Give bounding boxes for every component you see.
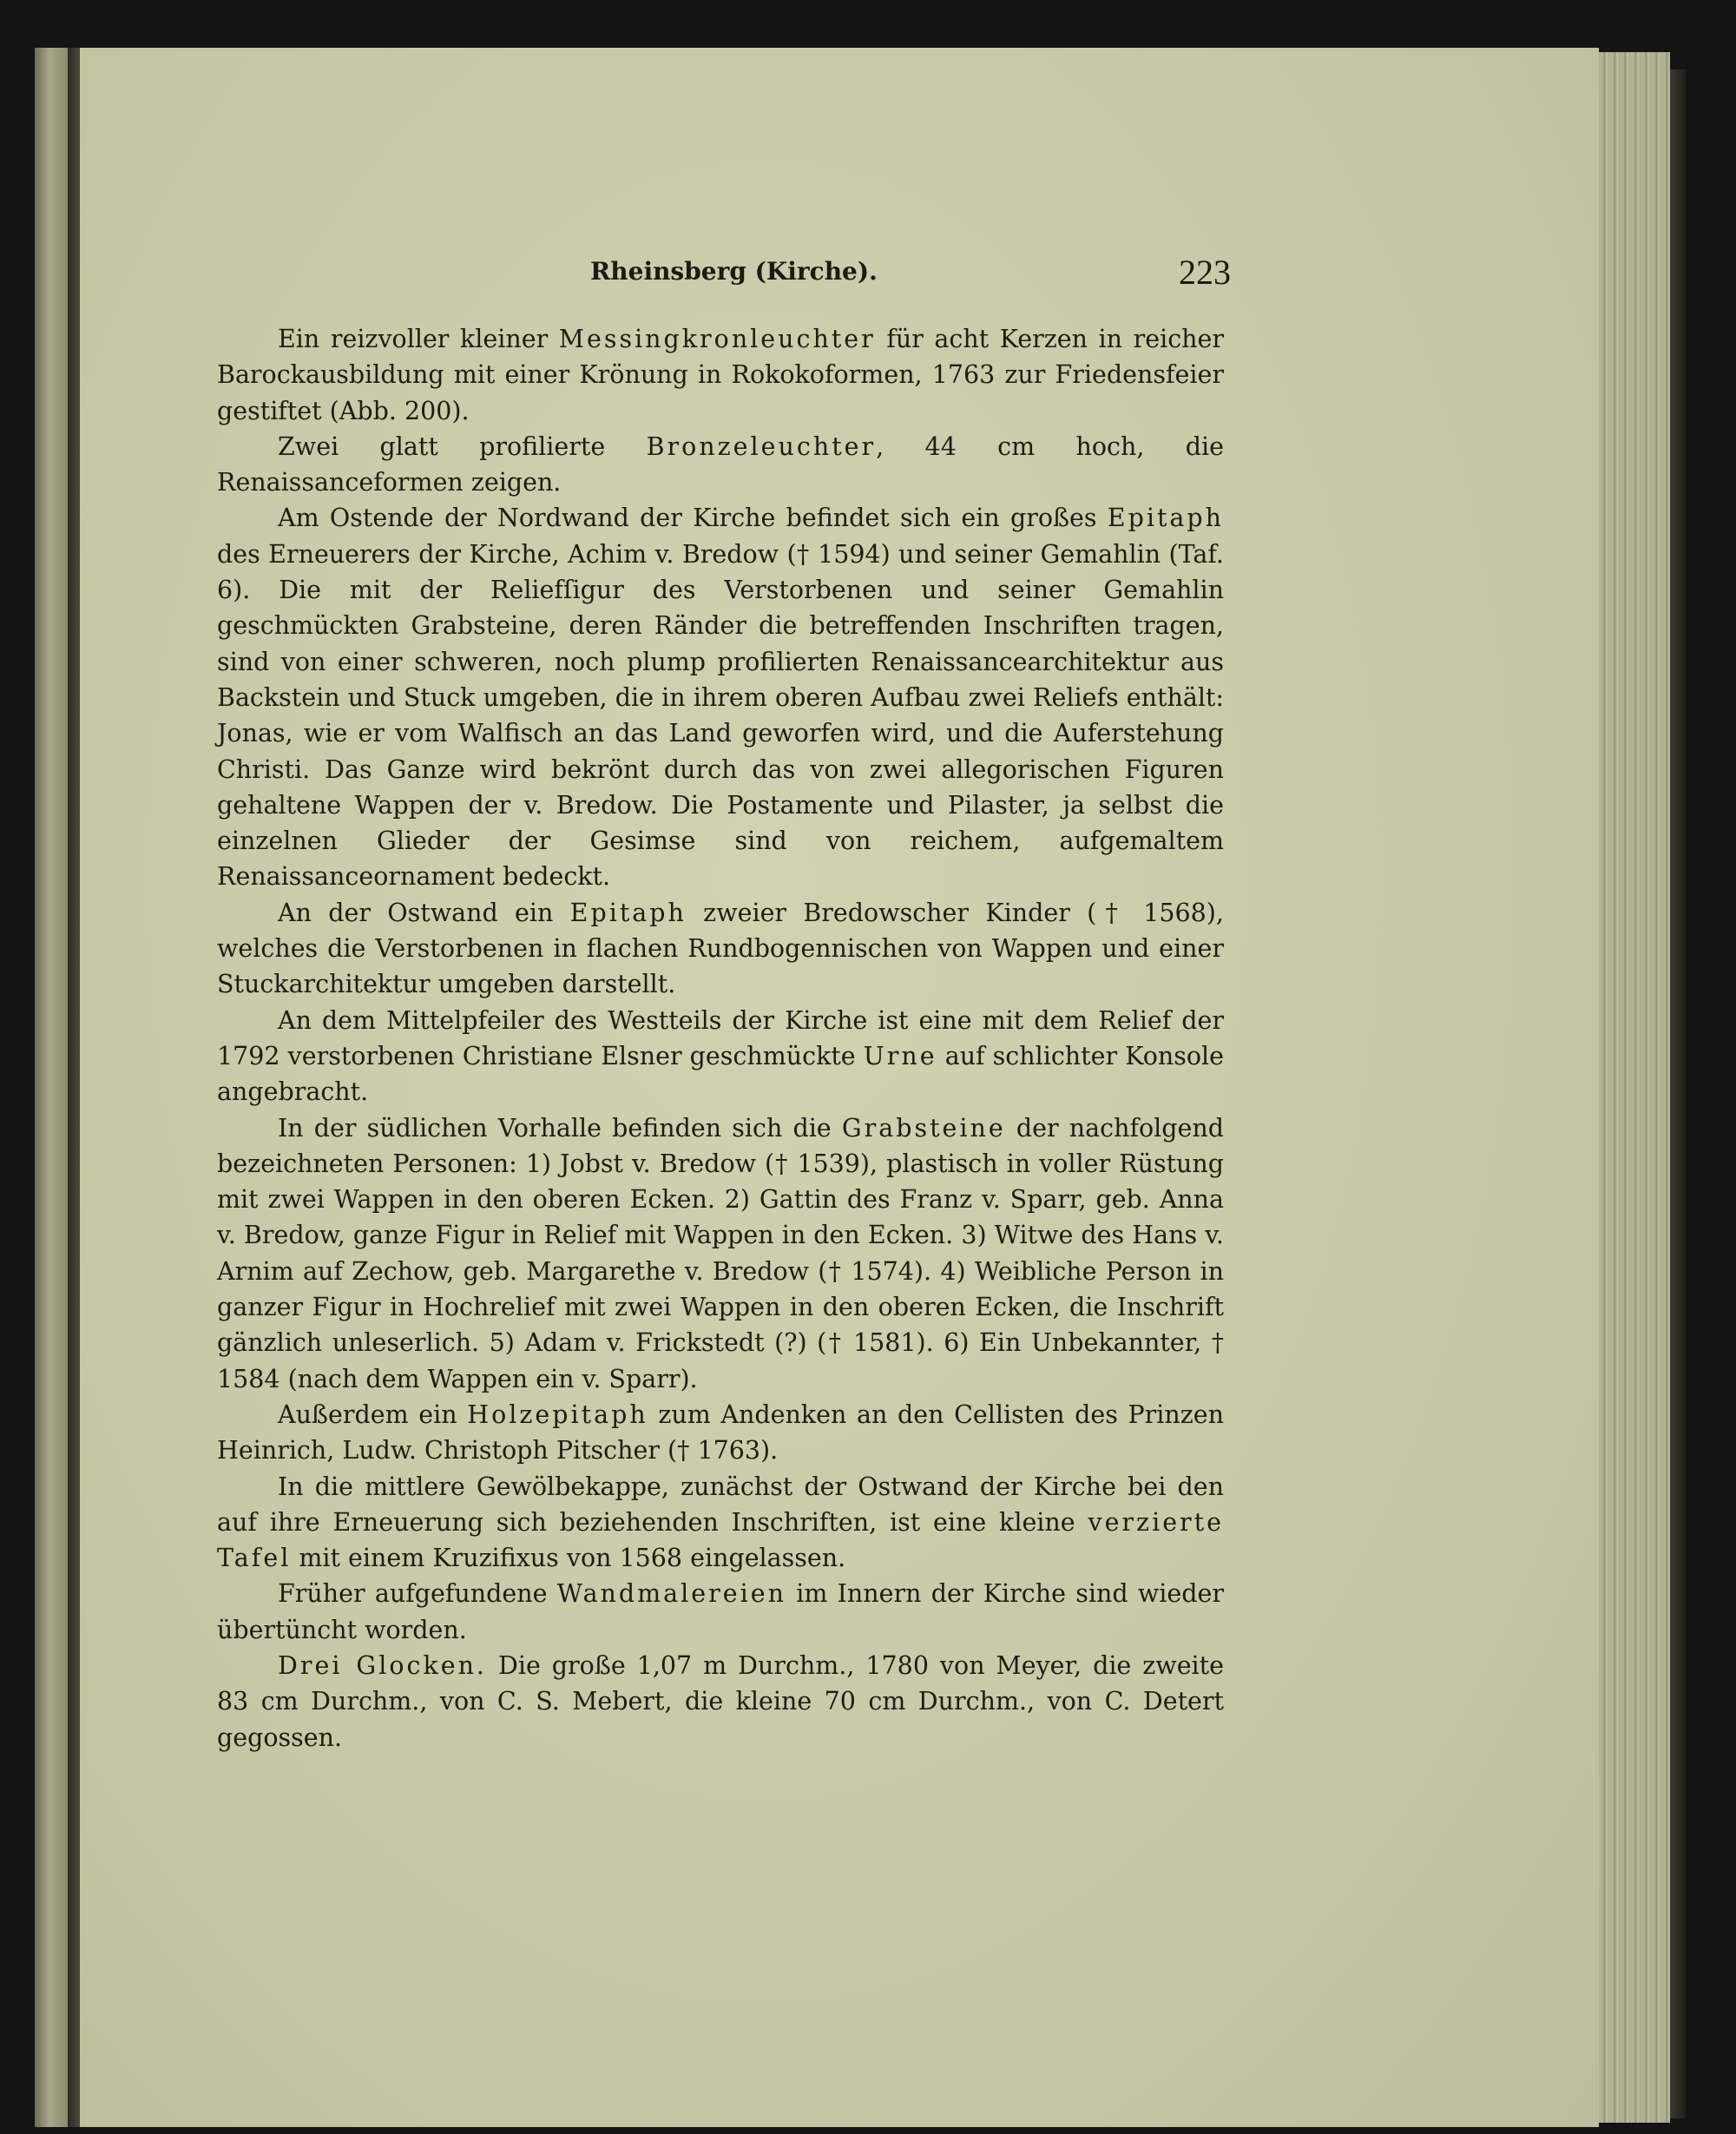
page-stack-edge	[1599, 52, 1670, 2123]
paragraph-messingkronleuchter: Ein reizvoller kleiner Messingkronleuchter für acht Kerzen in reicher Barockausbildung mit einer Krönung in Rokokoformen, 1763 zur Friedensfeier gestiftet (Abb. 200).	[217, 325, 1224, 425]
emphasized-term: Urne	[863, 1041, 937, 1070]
emphasized-term: Bronzeleuchter	[646, 431, 877, 461]
paragraph-urne: An dem Mittelpfeiler des Westteils der Kirche ist eine mit dem Relief der 1792 verstorbenen Christiane Elsner geschmückte Urne auf schlichter Konsole angebracht.	[217, 1005, 1224, 1107]
emphasized-term: Holzepitaph	[467, 1400, 648, 1429]
book-cover-edge	[1670, 69, 1686, 2118]
book-gutter	[68, 48, 80, 2127]
paragraph-tafel: In die mittlere Gewölbekappe, zunächst der Ostwand der Kirche bei den auf ihre Erneuerung sich beziehenden Inschriften, ist eine kleine verzierte Tafel mit einem Kruzifixus von 1568 eingelassen.	[217, 1472, 1224, 1573]
left-page-edge	[35, 48, 68, 2127]
body-text	[217, 321, 1224, 1755]
emphasized-term: Messingkronleuchter	[558, 325, 876, 353]
emphasized-term: verzierte Tafel	[217, 1507, 1224, 1573]
emphasized-term: Wandmalereien	[556, 1579, 786, 1609]
paragraph-glocken: Drei Glocken. Die große 1,07 m Durchm., 1780 von Meyer, die zweite 83 cm Durchm., von C. S. Mebert, die kleine 70 cm Durchm., von C. Detert gegossen.	[217, 1650, 1224, 1752]
emphasized-term: Epitaph	[569, 898, 687, 927]
paragraph-epitaph-bredow: Am Ostende der Nordwand der Kirche befindet sich ein großes Epitaph des Erneuerers der Kirche, Achim v. Bredow († 1594) und seiner Gemahlin (Taf. 6). Die mit der Reliefſigur des Verstorbenen und seiner Gemahlin geschmückten Grabsteine, deren Ränder die betreffenden Inschriften tragen, sind von einer schweren, noch plump profilierten Renaissancearchitektur aus Backstein und Stuck umgeben, die in ihrem oberen Aufbau zwei Reliefs enthält: Jonas, wie er vom Walfisch an das Land geworfen wird, und die Auferstehung Christi. Das Ganze wird bekrönt durch das von zwei allegorischen Figuren gehaltene Wappen der v. Bredow. Die Postamente und Pilaster, ja selbst die einzelnen Glieder der Gesimse sind von reichem, aufgemaltem Renaissanceornament bedeckt.	[217, 504, 1224, 892]
paragraph-bronzeleuchter: Zwei glatt profilierte Bronzeleuchter, 44 cm hoch, die Renaissanceformen zeigen.	[217, 431, 1224, 497]
page-number: 223	[1179, 253, 1231, 292]
emphasized-term: Drei Glocken.	[278, 1650, 487, 1680]
emphasized-term: Grabsteine	[841, 1113, 1006, 1143]
running-head: Rheinsberg (Kirche).	[590, 257, 878, 286]
paragraph-grabsteine: In der südlichen Vorhalle befinden sich die Grabsteine der nachfolgend bezeichneten Personen: 1) Jobst v. Bredow († 1539), plastisch in voller Rüstung mit zwei Wappen in den oberen Ecken. 2) Gattin des Franz v. Sparr, geb. Anna v. Bredow, ganze Figur in Relief mit Wappen in den Ecken. 3) Witwe des Hans v. Arnim auf Zechow, geb. Margarethe v. Bredow († 1574). 4) Weibliche Person in ganzer Figur in Hochrelief mit zwei Wappen in den oberen Ecken, die Inschrift gänzlich unleserlich. 5) Adam v. Frickstedt (?) († 1581). 6) Ein Unbekannter, † 1584 (nach dem Wappen ein v. Sparr).	[217, 1113, 1224, 1393]
emphasized-term: Epitaph	[1107, 504, 1224, 533]
paragraph-wandmalereien: Früher aufgefundene Wandmalereien im Innern der Kirche sind wieder übertüncht worden.	[217, 1579, 1224, 1644]
paragraph-holzepitaph: Außerdem ein Holzepitaph zum Andenken an den Cellisten des Prinzen Heinrich, Ludw. Christoph Pitscher († 1763).	[217, 1400, 1224, 1465]
paragraph-epitaph-kinder: An der Ostwand ein Epitaph zweier Bredowscher Kinder († 1568), welches die Verstorbenen in flachen Rundbogennischen von Wappen und einer Stuckarchitektur umgeben darstellt.	[217, 898, 1224, 999]
